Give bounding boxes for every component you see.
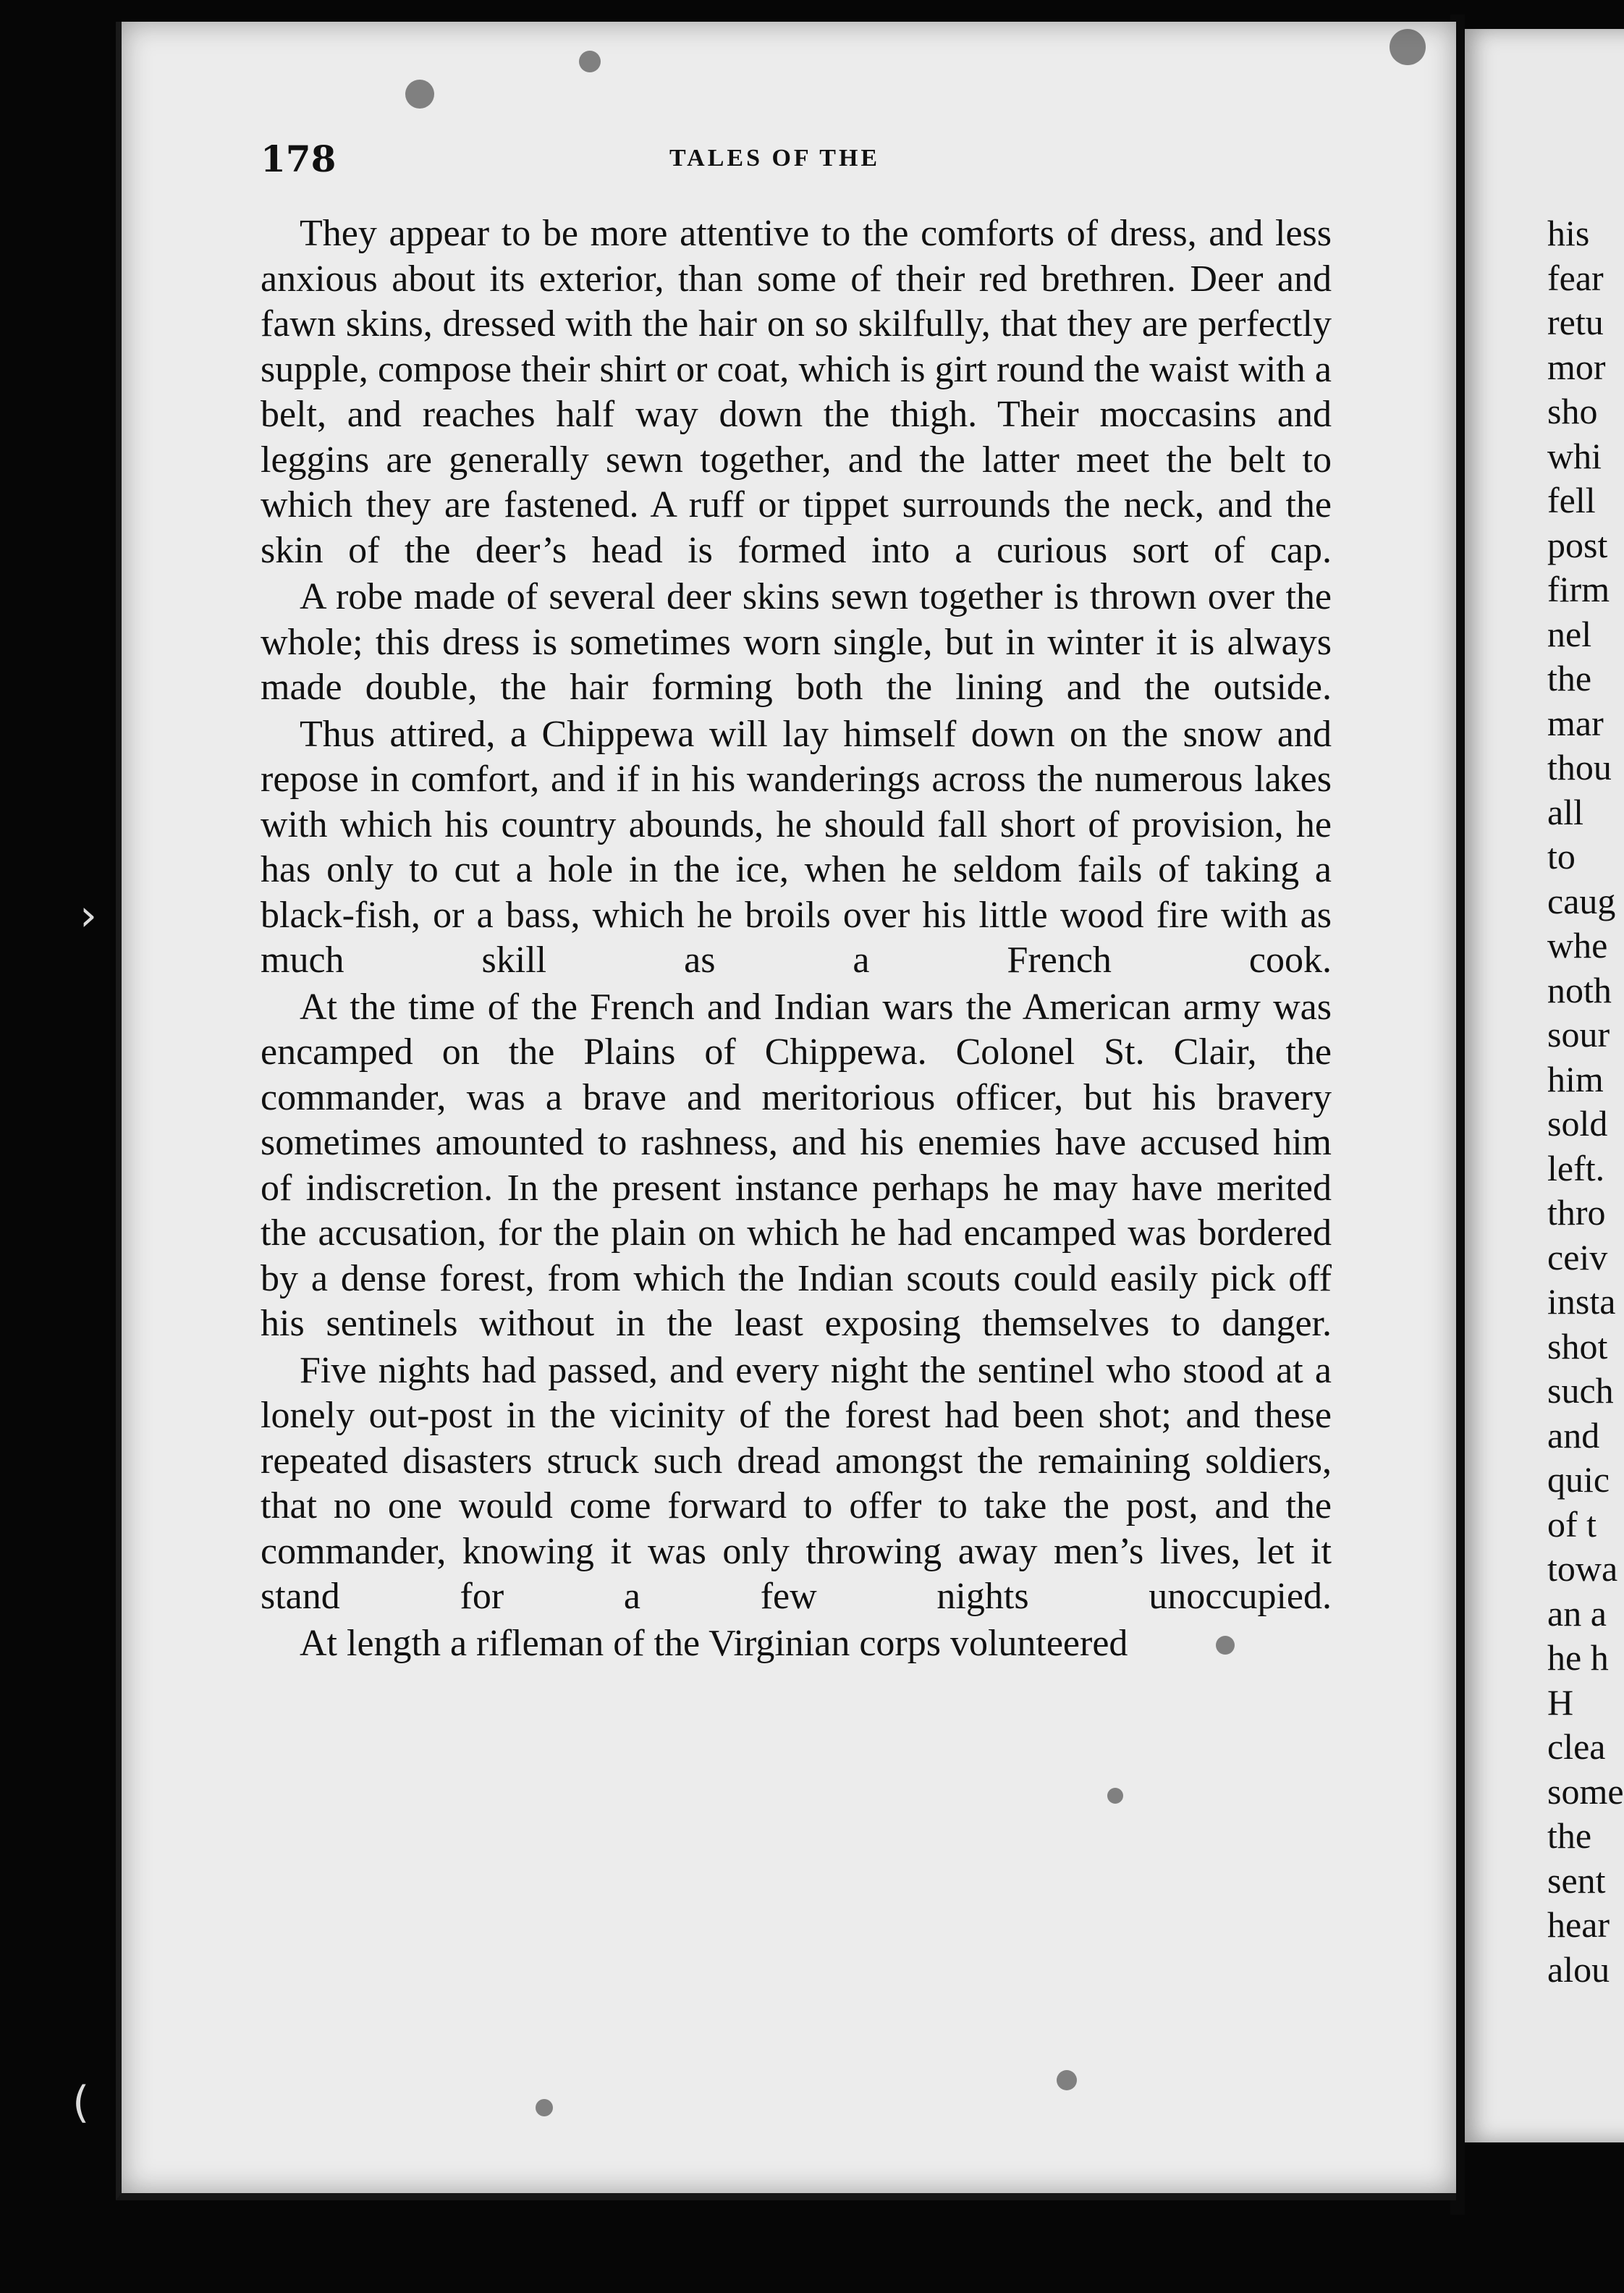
paragraph: At the time of the French and Indian wars the American army was encamped on the Plains of Chippewa. Colonel St. Clair, the commander, was a brave and meritorious officer, but his bravery sometimes amounted to rashness, and his enemies have accused him of indiscretion. In the present instance perhaps he may have merited the accusation, for the plain on which he had encamped was bordered by a dense forest, from which the Indian scouts could easily pick off his sentinels without in the least exposing themselves to danger. xyxy=(261,986,1332,1344)
paragraph: At length a rifleman of the Virginian corps volunteered xyxy=(300,1622,1128,1664)
facing-page-line: sour xyxy=(1547,1014,1610,1055)
facing-page-line: his xyxy=(1547,213,1590,253)
facing-page-line: and xyxy=(1547,1414,1600,1456)
facing-page-line: all xyxy=(1547,791,1583,832)
facing-page-line: him xyxy=(1547,1058,1604,1099)
facing-page-line: noth xyxy=(1547,969,1612,1010)
facing-page-line: thou xyxy=(1547,747,1612,787)
scan-blot xyxy=(1107,1788,1123,1804)
body-text xyxy=(261,211,1332,1666)
scan-blot xyxy=(1390,29,1426,65)
facing-page-line: shot xyxy=(1547,1325,1608,1367)
scan-edge-mark: › xyxy=(80,890,97,941)
paragraph: Five nights had passed, and every night the sentinel who stood at a lonely out-post in the vicinity of the forest had been shot; and these repeated disasters struck such dread amongst the remaining soldiers, that no one would come forward to offer to take the post, and the commander, knowing it was only throwing away men’s lives, let it stand for a few nights unoccupied. xyxy=(261,1349,1332,1617)
page-number: 178 xyxy=(261,138,337,180)
paragraph: A robe made of several deer skins sewn together is thrown over the whole; this dress is sometimes worn single, but in winter it is always made double, the hair forming both the lining and the outside. xyxy=(261,576,1332,708)
facing-page-line: caug xyxy=(1547,880,1616,921)
facing-page-line: left. xyxy=(1547,1147,1605,1188)
facing-page-line: an a xyxy=(1547,1592,1607,1634)
facing-page-text xyxy=(1547,211,1624,1992)
facing-page-line: nel xyxy=(1547,613,1592,654)
facing-page-line: towa xyxy=(1547,1548,1618,1589)
facing-page-line: the xyxy=(1547,658,1592,698)
facing-page-line: firm xyxy=(1547,569,1610,609)
facing-page-line: mar xyxy=(1547,702,1604,743)
facing-page-line: the xyxy=(1547,1815,1592,1856)
facing-page-line: sent xyxy=(1547,1859,1606,1901)
facing-page-line: fell xyxy=(1547,480,1596,520)
running-title: TALES OF THE xyxy=(669,145,881,172)
scan-blot xyxy=(579,51,601,72)
facing-page-line: whe xyxy=(1547,925,1608,966)
facing-page-line: hear xyxy=(1547,1904,1610,1945)
facing-page-line: quic xyxy=(1547,1459,1610,1500)
facing-page-line: retu xyxy=(1547,302,1604,342)
facing-page-line: alou xyxy=(1547,1948,1610,1990)
paragraph: They appear to be more attentive to the comforts of dress, and less anxious about its exterior, than some of their red brethren. Deer and fawn skins, dressed with the hair on so skilfully, that they are perfectly supple, compose their shirt or coat, which is girt round the waist with a belt, and reaches half way down the thigh. Their moccasins and leggins are generally sewn together, and the latter meet the belt to which they are fastened. A ruff or tippet surrounds the neck, and the skin of the deer’s head is formed into a curious sort of cap. xyxy=(261,213,1332,571)
facing-page-line: such xyxy=(1547,1370,1614,1411)
facing-page-line: insta xyxy=(1547,1281,1616,1322)
scan-blot xyxy=(1057,2070,1077,2090)
facing-page-line: mor xyxy=(1547,346,1606,387)
running-head xyxy=(261,138,1346,181)
facing-page-line: post xyxy=(1547,524,1608,565)
scan-blot xyxy=(536,2099,553,2116)
scan-blot xyxy=(1216,1636,1235,1655)
facing-page-line: of t xyxy=(1547,1503,1597,1545)
facing-page-line: some xyxy=(1547,1770,1624,1812)
facing-page-line: ceiv xyxy=(1547,1236,1608,1278)
scan-edge-mark: ( xyxy=(72,2077,90,2128)
scan-blot xyxy=(405,80,434,109)
facing-page-line: fear xyxy=(1547,257,1604,298)
facing-page-line: whi xyxy=(1547,435,1602,476)
facing-page-line: he h xyxy=(1547,1637,1609,1678)
facing-page-line: to xyxy=(1547,836,1576,877)
paragraph: Thus attired, a Chippewa will lay himself down on the snow and repose in comfort, and if in his wanderings across the numerous lakes with which his country abounds, he should fall short of provision, he has only to cut a hole in the ice, when he seldom fails of taking a black-fish, or a bass, which he broils over his little wood fire with as much skill as a French cook. xyxy=(261,713,1332,981)
facing-page-line: H xyxy=(1547,1681,1574,1723)
facing-page-line: thro xyxy=(1547,1192,1606,1233)
facing-page-line: sold xyxy=(1547,1103,1608,1144)
facing-page-line: clea xyxy=(1547,1726,1606,1767)
facing-page-line: sho xyxy=(1547,391,1598,431)
